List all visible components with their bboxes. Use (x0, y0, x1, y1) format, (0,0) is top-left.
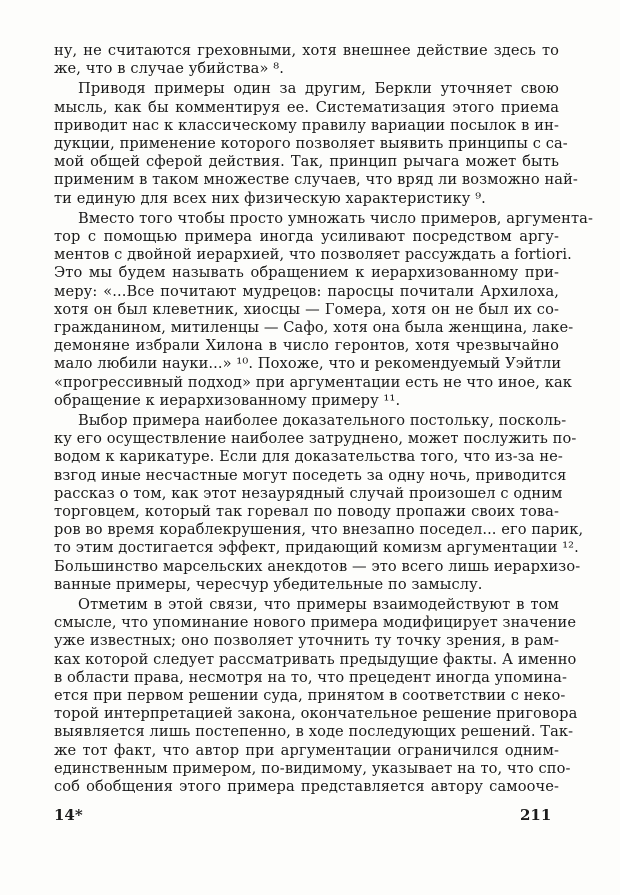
text-line: торговцем, который так горевал по поводу пропажи своих това- (54, 503, 559, 520)
text-line: применим в таком множестве случаев, что вряд ли возможно най- (54, 171, 578, 189)
text-line: обращение к иерархизованному примеру ¹¹. (54, 391, 401, 409)
text-line: ванные примеры, чересчур убедительные по замыслу. (54, 575, 483, 593)
text-line: мысль, как бы комментируя ее. Систематизация этого приема (54, 98, 559, 116)
text-line: водом к карикатуре. Если для доказательства того, что из-за не- (54, 448, 563, 466)
text-line: смысле, что упоминание нового примера модифицирует значение (54, 614, 577, 632)
text-line: меру: «...Все почитают мудрецов: паросцы почитали Архилоха, (54, 282, 559, 300)
text-line: хотя он был клеветник, хиосцы — Гомера, хотя он не был их со- (54, 300, 559, 318)
text-line: демоняне избрали Хилона в число геронтов, хотя чрезвычайно (54, 337, 559, 355)
text-line: мало любили науки...» ¹⁰. Похоже, что и рекомендуемый Уэйтли (54, 355, 562, 373)
text-line: ментов с двойной иерархией, что позволяет рассуждать a fortiori. (54, 246, 572, 264)
text-line: же тот факт, что автор при аргументации ограничился одним- (54, 741, 559, 759)
text-line: соб обобщения этого примера представляется автору самооче- (54, 778, 559, 795)
text-line: тор с помощью примера иногда усиливают посредством аргу- (54, 228, 559, 245)
text-line: Это мы будем называть обращением к иерархизованному при- (54, 264, 559, 282)
text-line: мой общей сферой действия. Так, принцип рычага может быть (54, 153, 559, 171)
text-line: приводит нас к классическому правилу вариации посылок в ин- (54, 116, 559, 134)
text-line: взгод иные несчастные могут поседеть за одну ночь, приводится (54, 466, 567, 484)
text-line: уже известных; оно позволяет уточнить ту точку зрения, в рам- (54, 632, 559, 650)
text-line: ров во время кораблекрушения, что внезапно поседел... его парик, (54, 521, 584, 539)
text-line: же, что в случае убийства» ⁸. (54, 60, 284, 78)
paragraph-start: Вместо того чтобы просто умножать число примеров, аргумента- (78, 209, 593, 227)
text-line: гражданином, митиленцы — Сафо, хотя она была женщина, лаке- (54, 319, 574, 336)
text-line: в области права, несмотря на то, что прецедент иногда упомина- (54, 668, 567, 686)
text-line: ну, не считаются греховными, хотя внешнее действие здесь то (54, 42, 559, 59)
text-line: ется при первом решении суда, принятом в соответствии с неко- (54, 687, 566, 704)
paragraph-start: Приводя примеры один за другим, Беркли уточняет свою (78, 80, 559, 98)
text-line: выявляется лишь постепенно, в ходе последующих решений. Так- (54, 723, 574, 741)
text-line: торой интерпретацией закона, окончательное решение приговора (54, 705, 578, 723)
text-line: ти единую для всех них физическую характеристику ⁹. (54, 189, 486, 207)
text-line: дукции, применение которого позволяет выявить принципы с са- (54, 135, 568, 152)
text-line: единственным примером, по-видимому, указывает на то, что спо- (54, 759, 571, 777)
paragraph-start: Выбор примера наиболее доказательного постольку, посколь- (78, 412, 567, 429)
text-line: Большинство марсельских анекдотов — это всего лишь иерархизо- (54, 557, 581, 575)
text-line: то этим достигается эффект, придающий комизм аргументации ¹². (54, 539, 579, 557)
text-line: ку его осуществление наиболее затруднено, может послужить по- (54, 430, 577, 448)
text-line: «прогрессивный подход» при аргументации есть не что иное, как (54, 373, 572, 391)
text-line: ках которой следует рассматривать предыдущие факты. А именно (54, 650, 577, 668)
page-number: 211 (520, 806, 552, 825)
text-line: рассказ о том, как этот незаурядный случай произошел с одним (54, 484, 563, 502)
paragraph-start: Отметим в этой связи, что примеры взаимодействуют в том (78, 596, 559, 613)
signature-mark: 14* (54, 806, 83, 825)
